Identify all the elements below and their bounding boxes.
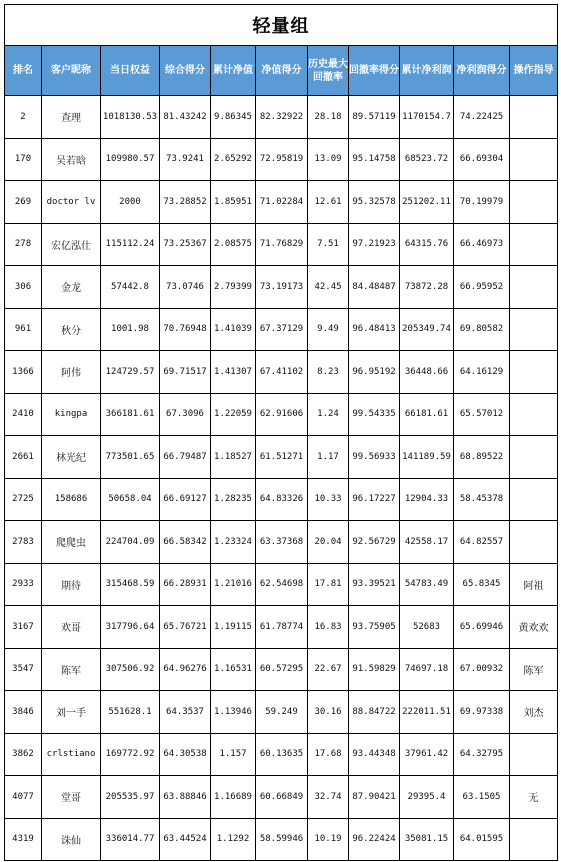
cell-net-value-score: 60.66849 [256,776,308,819]
column-header-net-profit: 累计净利润 [400,46,454,96]
cell-net-profit-score: 66.69304 [454,138,510,181]
cell-drawdown-score: 91.59829 [349,648,400,691]
cell-equity: 307506.92 [101,648,160,691]
cell-net-profit-score: 66.46973 [454,223,510,266]
cell-net-profit-score: 69.97338 [454,691,510,734]
column-header-max-drawdown: 历史最大回撤率 [308,46,349,96]
cell-guidance: 黄欢欢 [510,606,558,649]
ranking-sheet [4,4,557,861]
table-row [5,436,558,479]
cell-total-score: 63.44524 [160,818,211,861]
cell-total-score: 73.28852 [160,181,211,224]
cell-max-drawdown: 22.67 [308,648,349,691]
cell-max-drawdown: 17.81 [308,563,349,606]
table-title: 轻量组 [5,5,558,46]
cell-drawdown-score: 93.75905 [349,606,400,649]
cell-net-value-score: 59.249 [256,691,308,734]
cell-nickname: 欢哥 [42,606,101,649]
cell-drawdown-score: 89.57119 [349,96,400,139]
column-header-rank: 排名 [5,46,42,96]
cell-nickname: 爬爬虫 [42,521,101,564]
cell-net-value-score: 73.19173 [256,266,308,309]
cell-total-score: 63.88846 [160,776,211,819]
table-row [5,776,558,819]
cell-max-drawdown: 42.45 [308,266,349,309]
cell-equity: 551628.1 [101,691,160,734]
table-row [5,818,558,861]
cell-guidance [510,436,558,479]
cell-nickname: 期待 [42,563,101,606]
cell-rank: 3846 [5,691,42,734]
cell-net-profit-score: 65.69946 [454,606,510,649]
cell-drawdown-score: 95.32578 [349,181,400,224]
cell-equity: 169772.92 [101,733,160,776]
cell-nickname: 宏亿泓仕 [42,223,101,266]
cell-net-profit: 222011.51 [400,691,454,734]
cell-drawdown-score: 96.95192 [349,351,400,394]
cell-net-value: 1.1292 [211,818,256,861]
cell-net-value-score: 61.78774 [256,606,308,649]
table-row [5,648,558,691]
column-header-total-score: 综合得分 [160,46,211,96]
cell-net-value: 1.23324 [211,521,256,564]
cell-nickname: crlstiano [42,733,101,776]
cell-nickname: 林光纪 [42,436,101,479]
cell-total-score: 64.30538 [160,733,211,776]
cell-net-profit: 35081.15 [400,818,454,861]
cell-rank: 2410 [5,393,42,436]
cell-net-value: 1.16689 [211,776,256,819]
cell-drawdown-score: 99.56933 [349,436,400,479]
cell-total-score: 66.69127 [160,478,211,521]
cell-net-value: 1.41039 [211,308,256,351]
table-row [5,266,558,309]
cell-net-profit: 73872.28 [400,266,454,309]
cell-equity: 57442.8 [101,266,160,309]
cell-drawdown-score: 93.39521 [349,563,400,606]
cell-max-drawdown: 9.49 [308,308,349,351]
cell-net-profit-score: 69.80582 [454,308,510,351]
cell-net-value: 1.157 [211,733,256,776]
cell-net-profit: 66181.61 [400,393,454,436]
table-row [5,223,558,266]
cell-max-drawdown: 30.16 [308,691,349,734]
cell-net-profit: 36448.66 [400,351,454,394]
cell-max-drawdown: 20.04 [308,521,349,564]
cell-rank: 4319 [5,818,42,861]
cell-equity: 1001.98 [101,308,160,351]
cell-total-score: 73.0746 [160,266,211,309]
cell-guidance: 无 [510,776,558,819]
cell-equity: 115112.24 [101,223,160,266]
cell-guidance: 刘杰 [510,691,558,734]
table-row [5,521,558,564]
table-row [5,96,558,139]
cell-guidance: 陈军 [510,648,558,691]
cell-drawdown-score: 95.14758 [349,138,400,181]
cell-net-profit: 1170154.7 [400,96,454,139]
cell-drawdown-score: 97.21923 [349,223,400,266]
cell-nickname: 秋分 [42,308,101,351]
cell-net-profit-score: 68.89522 [454,436,510,479]
table-row [5,563,558,606]
cell-drawdown-score: 99.54335 [349,393,400,436]
cell-net-value-score: 71.02284 [256,181,308,224]
cell-net-value: 1.19115 [211,606,256,649]
cell-net-value: 9.86345 [211,96,256,139]
cell-equity: 50658.04 [101,478,160,521]
cell-rank: 170 [5,138,42,181]
cell-max-drawdown: 17.68 [308,733,349,776]
cell-guidance: 阿祖 [510,563,558,606]
cell-rank: 4077 [5,776,42,819]
cell-net-value-score: 72.95819 [256,138,308,181]
column-header-net-value-score: 净值得分 [256,46,308,96]
cell-net-profit-score: 65.8345 [454,563,510,606]
cell-net-value-score: 60.57295 [256,648,308,691]
cell-net-profit: 52683 [400,606,454,649]
column-header-guidance: 操作指导 [510,46,558,96]
cell-net-value-score: 64.83326 [256,478,308,521]
cell-equity: 109980.57 [101,138,160,181]
cell-total-score: 66.58342 [160,521,211,564]
cell-total-score: 66.28931 [160,563,211,606]
column-header-equity: 当日权益 [101,46,160,96]
table-row [5,733,558,776]
cell-nickname: 阿伟 [42,351,101,394]
cell-nickname: 刘一手 [42,691,101,734]
cell-nickname: 吴若晗 [42,138,101,181]
cell-net-profit: 64315.76 [400,223,454,266]
cell-total-score: 64.96276 [160,648,211,691]
cell-rank: 2725 [5,478,42,521]
cell-max-drawdown: 1.24 [308,393,349,436]
cell-net-value: 2.79399 [211,266,256,309]
cell-net-profit: 74697.18 [400,648,454,691]
cell-net-value: 1.18527 [211,436,256,479]
cell-net-value: 1.13946 [211,691,256,734]
cell-guidance [510,521,558,564]
cell-total-score: 73.9241 [160,138,211,181]
cell-total-score: 81.43242 [160,96,211,139]
cell-net-value-score: 61.51271 [256,436,308,479]
cell-rank: 269 [5,181,42,224]
cell-guidance [510,478,558,521]
cell-net-profit-score: 63.1505 [454,776,510,819]
cell-max-drawdown: 32.74 [308,776,349,819]
cell-net-profit-score: 74.22425 [454,96,510,139]
cell-equity: 205535.97 [101,776,160,819]
cell-net-value: 2.65292 [211,138,256,181]
cell-nickname: 查理 [42,96,101,139]
cell-total-score: 64.3537 [160,691,211,734]
cell-net-profit-score: 64.16129 [454,351,510,394]
column-header-net-profit-score: 净利润得分 [454,46,510,96]
cell-net-value-score: 60.13635 [256,733,308,776]
cell-rank: 3862 [5,733,42,776]
cell-net-value-score: 63.37368 [256,521,308,564]
cell-net-profit-score: 64.32795 [454,733,510,776]
cell-drawdown-score: 87.90421 [349,776,400,819]
cell-equity: 336014.77 [101,818,160,861]
cell-total-score: 66.79487 [160,436,211,479]
table-body [5,96,558,861]
cell-drawdown-score: 92.56729 [349,521,400,564]
cell-nickname: kingpa [42,393,101,436]
cell-equity: 224704.09 [101,521,160,564]
cell-guidance [510,818,558,861]
cell-guidance [510,308,558,351]
cell-drawdown-score: 96.17227 [349,478,400,521]
cell-nickname: 金龙 [42,266,101,309]
cell-net-profit: 54783.49 [400,563,454,606]
cell-net-value: 1.16531 [211,648,256,691]
table-row [5,308,558,351]
cell-nickname: 诛仙 [42,818,101,861]
cell-guidance [510,138,558,181]
cell-net-profit-score: 58.45378 [454,478,510,521]
cell-equity: 315468.59 [101,563,160,606]
cell-max-drawdown: 1.17 [308,436,349,479]
cell-equity: 124729.57 [101,351,160,394]
cell-net-profit-score: 67.00932 [454,648,510,691]
cell-equity: 2000 [101,181,160,224]
cell-net-value: 1.22059 [211,393,256,436]
cell-net-value-score: 62.54698 [256,563,308,606]
cell-guidance [510,266,558,309]
cell-guidance [510,223,558,266]
table-row [5,351,558,394]
cell-net-value-score: 82.32922 [256,96,308,139]
cell-net-value: 1.21016 [211,563,256,606]
cell-net-profit: 141189.59 [400,436,454,479]
cell-net-profit-score: 64.01595 [454,818,510,861]
cell-nickname: 陈军 [42,648,101,691]
table-row [5,691,558,734]
cell-total-score: 70.76948 [160,308,211,351]
cell-max-drawdown: 16.83 [308,606,349,649]
cell-guidance [510,393,558,436]
cell-max-drawdown: 8.23 [308,351,349,394]
table-row [5,138,558,181]
cell-guidance [510,351,558,394]
table-row [5,478,558,521]
cell-net-profit: 68523.72 [400,138,454,181]
cell-rank: 1366 [5,351,42,394]
cell-net-value-score: 67.37129 [256,308,308,351]
cell-net-value-score: 67.41102 [256,351,308,394]
cell-net-value: 1.28235 [211,478,256,521]
cell-max-drawdown: 12.61 [308,181,349,224]
cell-guidance [510,733,558,776]
cell-net-profit: 42558.17 [400,521,454,564]
column-header-net-value: 累计净值 [211,46,256,96]
cell-net-value-score: 62.91606 [256,393,308,436]
cell-max-drawdown: 13.09 [308,138,349,181]
cell-rank: 306 [5,266,42,309]
cell-drawdown-score: 96.22424 [349,818,400,861]
cell-nickname: 堂哥 [42,776,101,819]
cell-net-value: 1.85951 [211,181,256,224]
cell-net-profit: 205349.74 [400,308,454,351]
table-row [5,181,558,224]
cell-total-score: 73.25367 [160,223,211,266]
cell-guidance [510,96,558,139]
cell-net-profit: 251202.11 [400,181,454,224]
cell-rank: 2 [5,96,42,139]
cell-net-profit: 12904.33 [400,478,454,521]
cell-equity: 1018130.53 [101,96,160,139]
cell-equity: 317796.64 [101,606,160,649]
cell-rank: 2783 [5,521,42,564]
table-row [5,393,558,436]
cell-rank: 2661 [5,436,42,479]
cell-max-drawdown: 28.18 [308,96,349,139]
cell-drawdown-score: 84.48487 [349,266,400,309]
cell-nickname: doctor lv [42,181,101,224]
cell-net-profit-score: 64.82557 [454,521,510,564]
cell-net-value: 2.08575 [211,223,256,266]
cell-rank: 961 [5,308,42,351]
cell-max-drawdown: 10.33 [308,478,349,521]
cell-equity: 773501.65 [101,436,160,479]
cell-net-value-score: 71.76829 [256,223,308,266]
column-header-nickname: 客户昵称 [42,46,101,96]
cell-net-profit: 29395.4 [400,776,454,819]
cell-rank: 278 [5,223,42,266]
cell-drawdown-score: 93.44348 [349,733,400,776]
cell-equity: 366181.61 [101,393,160,436]
table-row [5,606,558,649]
cell-max-drawdown: 10.19 [308,818,349,861]
cell-net-profit-score: 66.95952 [454,266,510,309]
cell-total-score: 69.71517 [160,351,211,394]
cell-net-profit: 37961.42 [400,733,454,776]
column-header-drawdown-score: 回撤率得分 [349,46,400,96]
cell-drawdown-score: 88.84722 [349,691,400,734]
cell-net-value-score: 58.59946 [256,818,308,861]
cell-total-score: 65.76721 [160,606,211,649]
ranking-table [4,4,558,861]
cell-rank: 2933 [5,563,42,606]
cell-total-score: 67.3096 [160,393,211,436]
cell-net-value: 1.41307 [211,351,256,394]
cell-rank: 3167 [5,606,42,649]
cell-max-drawdown: 7.51 [308,223,349,266]
cell-net-profit-score: 70.19979 [454,181,510,224]
cell-drawdown-score: 96.48413 [349,308,400,351]
cell-rank: 3547 [5,648,42,691]
header-row [5,46,558,96]
cell-guidance [510,181,558,224]
cell-net-profit-score: 65.57012 [454,393,510,436]
cell-nickname: 158686 [42,478,101,521]
